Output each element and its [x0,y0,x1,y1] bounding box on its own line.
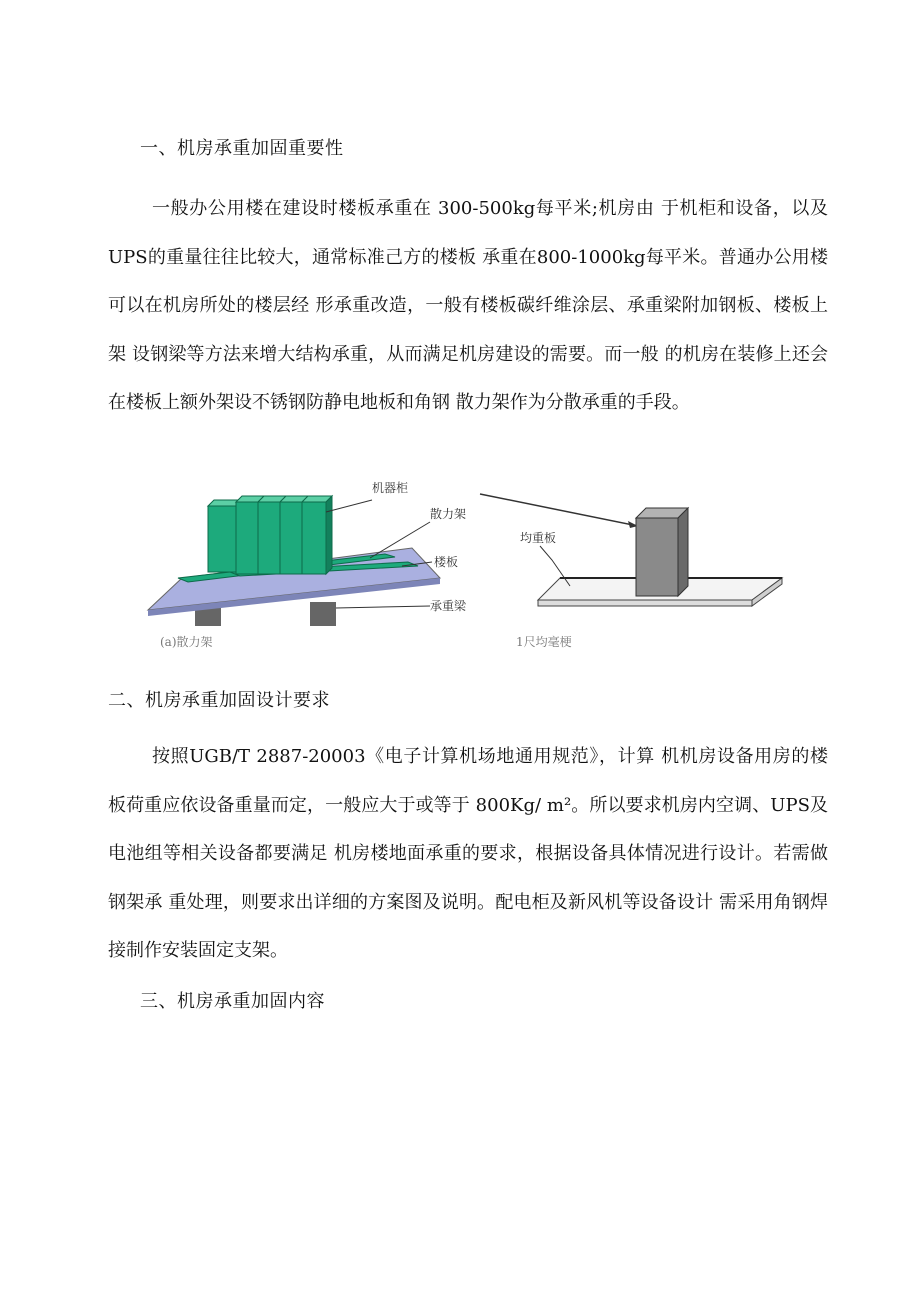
caption-left: (a)散力架 [160,635,213,649]
cabinet [208,506,236,572]
section2-paragraph: 按照UGB/T 2887-20003《电子计算机场地通用规范》，计算 机机房设备用房的楼板荷重应依设备重量而定，一般应大于或等于 800Kg/ m²。所以要求机房内空调、UPS及电池组等相关设备都要满足 机房楼地面承重的要求，根据设备具体情况进行设计。若需做钢架承 重处理，则要求出详细的方案图及说明。配电柜及新风机等设备设计 需采用角钢焊接制作安装固定支架。 [108,746,828,961]
cabinet [258,502,280,574]
load-bearing-figure [140,470,800,660]
section3-heading: 三、机房承重加固内容 [140,991,325,1012]
equipment-box [636,518,678,596]
cabinet [280,502,302,574]
label-beam: 承重梁 [430,599,467,613]
label-frame: 散力架 [430,507,467,521]
cabinet [236,502,258,574]
figure-illustration [140,470,800,660]
section1-paragraph: 一般办公用楼在建设时楼板承重在 300-500kg每平米;机房由 于机柜和设备，以及UPS的重量往往比较大，通常标准己方的楼板 承重在800-1000kg每平米。普通办公用楼可以在机房所处的楼层经 形承重改造，一般有楼板碳纤维涂层、承重梁附加钢板、楼板上架 设钢梁等方法来增大结构承重，从而满足机房建设的需要。而一般 的机房在装修上还会在楼板上额外架设不锈钢防静电地板和角钢 散力架作为分散承重的手段。 [108,198,828,413]
label-plate: 均重板 [520,531,557,545]
beam-right [310,602,336,626]
section2-heading: 二、机房承重加固设计要求 [108,690,330,711]
caption-right: 1尺均毫梗 [516,635,572,649]
cabinet-group [208,496,332,574]
label-slab: 楼板 [434,555,459,569]
cabinet [302,502,326,574]
section1-heading: 一、机房承重加固重要性 [140,138,344,159]
label-cabinet: 机器柜 [372,481,409,495]
